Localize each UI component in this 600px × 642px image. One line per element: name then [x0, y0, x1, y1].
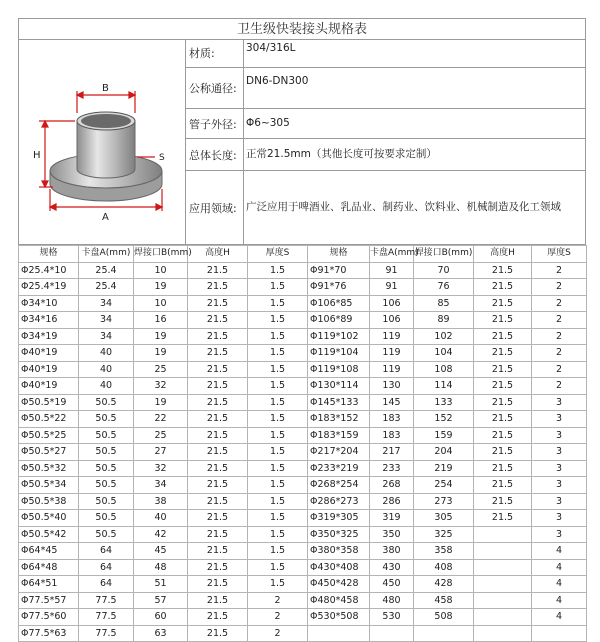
- table-cell: Φ50.5*34: [19, 477, 79, 494]
- table-cell: Φ50.5*27: [19, 444, 79, 461]
- column-header: 焊接口B(mm): [414, 246, 474, 263]
- table-cell: 4: [532, 592, 587, 609]
- table-cell: 25.4: [79, 262, 134, 279]
- column-header: 高度H: [188, 246, 248, 263]
- table-cell: 1.5: [248, 493, 308, 510]
- table-cell: 21.5: [188, 411, 248, 428]
- table-cell: 2: [532, 345, 587, 362]
- table-cell: 2: [248, 625, 308, 642]
- table-cell: 64: [79, 559, 134, 576]
- table-cell: 159: [414, 427, 474, 444]
- column-header: 卡盘A(mm): [79, 246, 134, 263]
- table-cell: Φ64*51: [19, 576, 79, 593]
- table-cell: [532, 625, 587, 642]
- table-cell: 2: [532, 262, 587, 279]
- column-header: 卡盘A(mm): [370, 246, 414, 263]
- table-cell: 273: [414, 493, 474, 510]
- table-cell: 51: [134, 576, 188, 593]
- table-cell: 2: [532, 328, 587, 345]
- table-cell: Φ64*45: [19, 543, 79, 560]
- table-cell: 21.5: [188, 262, 248, 279]
- table-cell: 21.5: [188, 328, 248, 345]
- table-cell: 50.5: [79, 411, 134, 428]
- table-cell: Φ91*76: [308, 279, 370, 296]
- table-cell: 1.5: [248, 378, 308, 395]
- table-row: [19, 477, 587, 494]
- table-cell: Φ430*408: [308, 559, 370, 576]
- table-cell: 32: [134, 378, 188, 395]
- table-cell: 50.5: [79, 460, 134, 477]
- table-cell: 233: [370, 460, 414, 477]
- table-cell: 21.5: [474, 312, 532, 329]
- column-header: 厚度S: [532, 246, 587, 263]
- label-a: A: [102, 212, 109, 223]
- table-cell: 25: [134, 361, 188, 378]
- table-cell: 50.5: [79, 493, 134, 510]
- table-cell: Φ25.4*19: [19, 279, 79, 296]
- table-cell: 133: [414, 394, 474, 411]
- table-cell: 480: [370, 592, 414, 609]
- table-cell: 119: [370, 328, 414, 345]
- table-row: [19, 592, 587, 609]
- spec-label: 公称通径:: [186, 68, 244, 108]
- table-cell: 3: [532, 510, 587, 527]
- table-cell: 21.5: [188, 559, 248, 576]
- table-cell: 21.5: [474, 345, 532, 362]
- spec-value: 304/316L: [246, 42, 296, 54]
- spec-row: [186, 109, 586, 139]
- table-cell: 1.5: [248, 510, 308, 527]
- table-cell: 1.5: [248, 460, 308, 477]
- table-cell: 1.5: [248, 576, 308, 593]
- table-cell: Φ450*428: [308, 576, 370, 593]
- table-cell: 50.5: [79, 526, 134, 543]
- table-cell: 183: [370, 411, 414, 428]
- table-cell: 50.5: [79, 477, 134, 494]
- table-row: [19, 625, 587, 642]
- table-cell: 91: [370, 279, 414, 296]
- table-cell: 104: [414, 345, 474, 362]
- spec-label: 总体长度:: [186, 139, 244, 170]
- table-cell: 2: [532, 279, 587, 296]
- ferrule-diagram: [19, 39, 185, 243]
- table-cell: 358: [414, 543, 474, 560]
- table-cell: Φ50.5*25: [19, 427, 79, 444]
- table-row: [19, 510, 587, 527]
- table-cell: 217: [370, 444, 414, 461]
- table-cell: 2: [532, 312, 587, 329]
- table-cell: 27: [134, 444, 188, 461]
- table-cell: 2: [532, 295, 587, 312]
- table-cell: 3: [532, 411, 587, 428]
- table-cell: 4: [532, 609, 587, 626]
- table-cell: 40: [134, 510, 188, 527]
- column-header: 厚度S: [248, 246, 308, 263]
- table-cell: 21.5: [188, 576, 248, 593]
- table-row: [19, 394, 587, 411]
- table-cell: 286: [370, 493, 414, 510]
- table-cell: Φ50.5*19: [19, 394, 79, 411]
- table-cell: 1.5: [248, 444, 308, 461]
- table-cell: 1.5: [248, 312, 308, 329]
- table-cell: 60: [134, 609, 188, 626]
- table-cell: [474, 609, 532, 626]
- tube-bore-shape: [81, 114, 131, 128]
- spec-value: 正常21.5mm（其他长度可按要求定制）: [246, 148, 437, 160]
- table-cell: Φ106*89: [308, 312, 370, 329]
- table-cell: [308, 625, 370, 642]
- table-cell: 21.5: [188, 427, 248, 444]
- table-cell: 34: [134, 477, 188, 494]
- table-cell: 3: [532, 427, 587, 444]
- table-cell: Φ530*508: [308, 609, 370, 626]
- table-cell: Φ183*152: [308, 411, 370, 428]
- table-row: [19, 328, 587, 345]
- table-cell: Φ34*10: [19, 295, 79, 312]
- label-b: B: [102, 83, 109, 94]
- table-cell: 508: [414, 609, 474, 626]
- table-cell: 25: [134, 427, 188, 444]
- table-cell: 48: [134, 559, 188, 576]
- table-cell: Φ286*273: [308, 493, 370, 510]
- table-cell: Φ64*48: [19, 559, 79, 576]
- table-cell: 1.5: [248, 411, 308, 428]
- table-cell: Φ130*114: [308, 378, 370, 395]
- table-row: [19, 378, 587, 395]
- table-row: [19, 526, 587, 543]
- table-cell: 3: [532, 493, 587, 510]
- table-row: [19, 295, 587, 312]
- table-cell: 3: [532, 477, 587, 494]
- table-cell: Φ77.5*57: [19, 592, 79, 609]
- table-cell: 63: [134, 625, 188, 642]
- dimension-b: [77, 91, 135, 113]
- table-cell: 1.5: [248, 427, 308, 444]
- table-row: [19, 493, 587, 510]
- table-cell: 145: [370, 394, 414, 411]
- table-cell: 91: [370, 262, 414, 279]
- table-cell: 219: [414, 460, 474, 477]
- table-header-row: [19, 246, 587, 263]
- table-cell: Φ50.5*38: [19, 493, 79, 510]
- table-row: [19, 345, 587, 362]
- table-cell: 119: [370, 345, 414, 362]
- table-cell: 38: [134, 493, 188, 510]
- spec-value: DN6-DN300: [246, 75, 309, 87]
- table-cell: 325: [414, 526, 474, 543]
- table-cell: 108: [414, 361, 474, 378]
- spec-value: 广泛应用于啤酒业、乳品业、制药业、饮料业、机械制造及化工领域: [246, 201, 561, 213]
- table-cell: 2: [248, 609, 308, 626]
- table-cell: Φ119*108: [308, 361, 370, 378]
- table-cell: 21.5: [188, 609, 248, 626]
- spec-row: [186, 39, 586, 68]
- table-cell: 530: [370, 609, 414, 626]
- table-cell: 1.5: [248, 279, 308, 296]
- table-cell: 32: [134, 460, 188, 477]
- table-cell: 458: [414, 592, 474, 609]
- table-cell: [474, 526, 532, 543]
- table-cell: 21.5: [188, 361, 248, 378]
- table-cell: 21.5: [474, 460, 532, 477]
- column-header: 焊接口B(mm): [134, 246, 188, 263]
- label-h: H: [33, 150, 41, 161]
- table-cell: 16: [134, 312, 188, 329]
- table-cell: 21.5: [474, 444, 532, 461]
- table-row: [19, 361, 587, 378]
- table-cell: Φ119*102: [308, 328, 370, 345]
- table-cell: 268: [370, 477, 414, 494]
- table-cell: 2: [532, 361, 587, 378]
- table-cell: 1.5: [248, 262, 308, 279]
- table-cell: 21.5: [188, 526, 248, 543]
- table-cell: Φ183*159: [308, 427, 370, 444]
- table-cell: [474, 625, 532, 642]
- table-cell: 45: [134, 543, 188, 560]
- table-cell: 106: [370, 312, 414, 329]
- label-s: S: [159, 153, 165, 163]
- spec-value: Φ6~305: [246, 117, 290, 129]
- spec-label: 管子外径:: [186, 109, 244, 138]
- table-cell: 21.5: [188, 295, 248, 312]
- table-cell: 408: [414, 559, 474, 576]
- table-cell: 183: [370, 427, 414, 444]
- table-cell: 21.5: [188, 625, 248, 642]
- spec-label: 应用领域:: [186, 171, 244, 244]
- table-cell: Φ480*458: [308, 592, 370, 609]
- table-cell: 106: [370, 295, 414, 312]
- table-cell: 21.5: [474, 262, 532, 279]
- table-cell: 21.5: [474, 394, 532, 411]
- table-cell: 4: [532, 559, 587, 576]
- table-cell: Φ34*16: [19, 312, 79, 329]
- table-cell: [474, 559, 532, 576]
- table-cell: 350: [370, 526, 414, 543]
- table-cell: Φ40*19: [19, 345, 79, 362]
- column-header: 规格: [308, 246, 370, 263]
- table-row: [19, 279, 587, 296]
- table-cell: 21.5: [188, 345, 248, 362]
- table-cell: 305: [414, 510, 474, 527]
- table-cell: Φ77.5*63: [19, 625, 79, 642]
- table-cell: 4: [532, 576, 587, 593]
- table-cell: 50.5: [79, 444, 134, 461]
- table-cell: 76: [414, 279, 474, 296]
- spec-sheet: [18, 18, 586, 639]
- product-diagram: [18, 39, 186, 245]
- table-cell: 21.5: [188, 444, 248, 461]
- table-cell: 21.5: [188, 460, 248, 477]
- table-cell: 57: [134, 592, 188, 609]
- table-cell: Φ380*358: [308, 543, 370, 560]
- table-cell: Φ50.5*22: [19, 411, 79, 428]
- table-cell: 1.5: [248, 345, 308, 362]
- table-cell: 3: [532, 460, 587, 477]
- table-cell: 21.5: [188, 543, 248, 560]
- table-row: [19, 460, 587, 477]
- table-cell: 21.5: [474, 361, 532, 378]
- table-row: [19, 609, 587, 626]
- table-cell: 119: [370, 361, 414, 378]
- table-cell: 254: [414, 477, 474, 494]
- table-cell: 3: [532, 526, 587, 543]
- table-cell: 21.5: [474, 411, 532, 428]
- table-cell: 50.5: [79, 510, 134, 527]
- table-cell: Φ40*19: [19, 361, 79, 378]
- table-cell: Φ233*219: [308, 460, 370, 477]
- table-cell: Φ319*305: [308, 510, 370, 527]
- spec-row: [186, 171, 586, 245]
- table-cell: 70: [414, 262, 474, 279]
- table-cell: [474, 576, 532, 593]
- table-cell: 21.5: [188, 312, 248, 329]
- table-cell: 1.5: [248, 526, 308, 543]
- table-cell: 3: [532, 394, 587, 411]
- table-row: [19, 312, 587, 329]
- table-cell: 34: [79, 312, 134, 329]
- table-cell: 21.5: [188, 378, 248, 395]
- table-cell: Φ91*70: [308, 262, 370, 279]
- table-cell: 380: [370, 543, 414, 560]
- table-row: [19, 576, 587, 593]
- table-cell: 21.5: [474, 378, 532, 395]
- table-cell: 21.5: [474, 477, 532, 494]
- table-cell: [474, 543, 532, 560]
- column-header: 规格: [19, 246, 79, 263]
- table-cell: Φ77.5*60: [19, 609, 79, 626]
- table-cell: 77.5: [79, 609, 134, 626]
- table-cell: 1.5: [248, 328, 308, 345]
- table-cell: 2: [532, 378, 587, 395]
- table-row: [19, 411, 587, 428]
- table-cell: Φ145*133: [308, 394, 370, 411]
- table-cell: 4: [532, 543, 587, 560]
- table-cell: 19: [134, 328, 188, 345]
- table-row: [19, 427, 587, 444]
- table-cell: Φ50.5*42: [19, 526, 79, 543]
- column-header: 高度H: [474, 246, 532, 263]
- spec-row: [186, 139, 586, 171]
- table-cell: Φ40*19: [19, 378, 79, 395]
- table-cell: [474, 592, 532, 609]
- table-cell: Φ25.4*10: [19, 262, 79, 279]
- table-cell: 21.5: [188, 477, 248, 494]
- table-cell: Φ350*325: [308, 526, 370, 543]
- table-cell: 50.5: [79, 394, 134, 411]
- table-cell: 10: [134, 295, 188, 312]
- table-row: [19, 543, 587, 560]
- table-cell: 25.4: [79, 279, 134, 296]
- table-cell: 19: [134, 394, 188, 411]
- table-cell: 34: [79, 295, 134, 312]
- table-cell: 77.5: [79, 625, 134, 642]
- table-cell: 1.5: [248, 543, 308, 560]
- table-cell: 2: [248, 592, 308, 609]
- table-cell: 1.5: [248, 295, 308, 312]
- table-cell: 40: [79, 345, 134, 362]
- spec-label: 材质:: [186, 39, 244, 67]
- table-cell: 102: [414, 328, 474, 345]
- table-cell: Φ34*19: [19, 328, 79, 345]
- table-cell: 1.5: [248, 394, 308, 411]
- table-cell: 3: [532, 444, 587, 461]
- table-cell: 85: [414, 295, 474, 312]
- table-cell: 430: [370, 559, 414, 576]
- table-row: [19, 444, 587, 461]
- table-row: [19, 559, 587, 576]
- table-cell: 21.5: [188, 510, 248, 527]
- spec-row: [186, 68, 586, 109]
- table-cell: 89: [414, 312, 474, 329]
- table-cell: 42: [134, 526, 188, 543]
- table-cell: 114: [414, 378, 474, 395]
- spec-table: [18, 245, 587, 642]
- table-cell: 130: [370, 378, 414, 395]
- table-cell: 34: [79, 328, 134, 345]
- table-cell: 50.5: [79, 427, 134, 444]
- page-title: 卫生级快装接头规格表: [18, 18, 586, 40]
- table-cell: 19: [134, 279, 188, 296]
- table-cell: Φ119*104: [308, 345, 370, 362]
- table-cell: 428: [414, 576, 474, 593]
- table-cell: 21.5: [188, 493, 248, 510]
- table-cell: [414, 625, 474, 642]
- table-cell: 319: [370, 510, 414, 527]
- table-cell: 40: [79, 378, 134, 395]
- table-cell: Φ50.5*32: [19, 460, 79, 477]
- table-cell: 64: [79, 543, 134, 560]
- table-cell: 1.5: [248, 559, 308, 576]
- table-cell: 450: [370, 576, 414, 593]
- table-cell: 21.5: [474, 427, 532, 444]
- table-cell: 21.5: [474, 328, 532, 345]
- table-cell: 21.5: [474, 510, 532, 527]
- table-cell: Φ268*254: [308, 477, 370, 494]
- table-cell: 40: [79, 361, 134, 378]
- table-cell: 22: [134, 411, 188, 428]
- table-cell: Φ106*85: [308, 295, 370, 312]
- table-cell: 21.5: [474, 493, 532, 510]
- table-cell: 21.5: [188, 394, 248, 411]
- table-cell: 64: [79, 576, 134, 593]
- table-cell: 204: [414, 444, 474, 461]
- table-cell: 21.5: [188, 592, 248, 609]
- table-cell: 19: [134, 345, 188, 362]
- table-cell: 152: [414, 411, 474, 428]
- table-cell: Φ217*204: [308, 444, 370, 461]
- table-cell: 21.5: [474, 295, 532, 312]
- table-row: [19, 262, 587, 279]
- table-cell: 77.5: [79, 592, 134, 609]
- table-cell: 10: [134, 262, 188, 279]
- table-cell: 21.5: [188, 279, 248, 296]
- table-cell: 1.5: [248, 361, 308, 378]
- table-cell: 1.5: [248, 477, 308, 494]
- table-cell: 21.5: [474, 279, 532, 296]
- table-cell: [370, 625, 414, 642]
- table-cell: Φ50.5*40: [19, 510, 79, 527]
